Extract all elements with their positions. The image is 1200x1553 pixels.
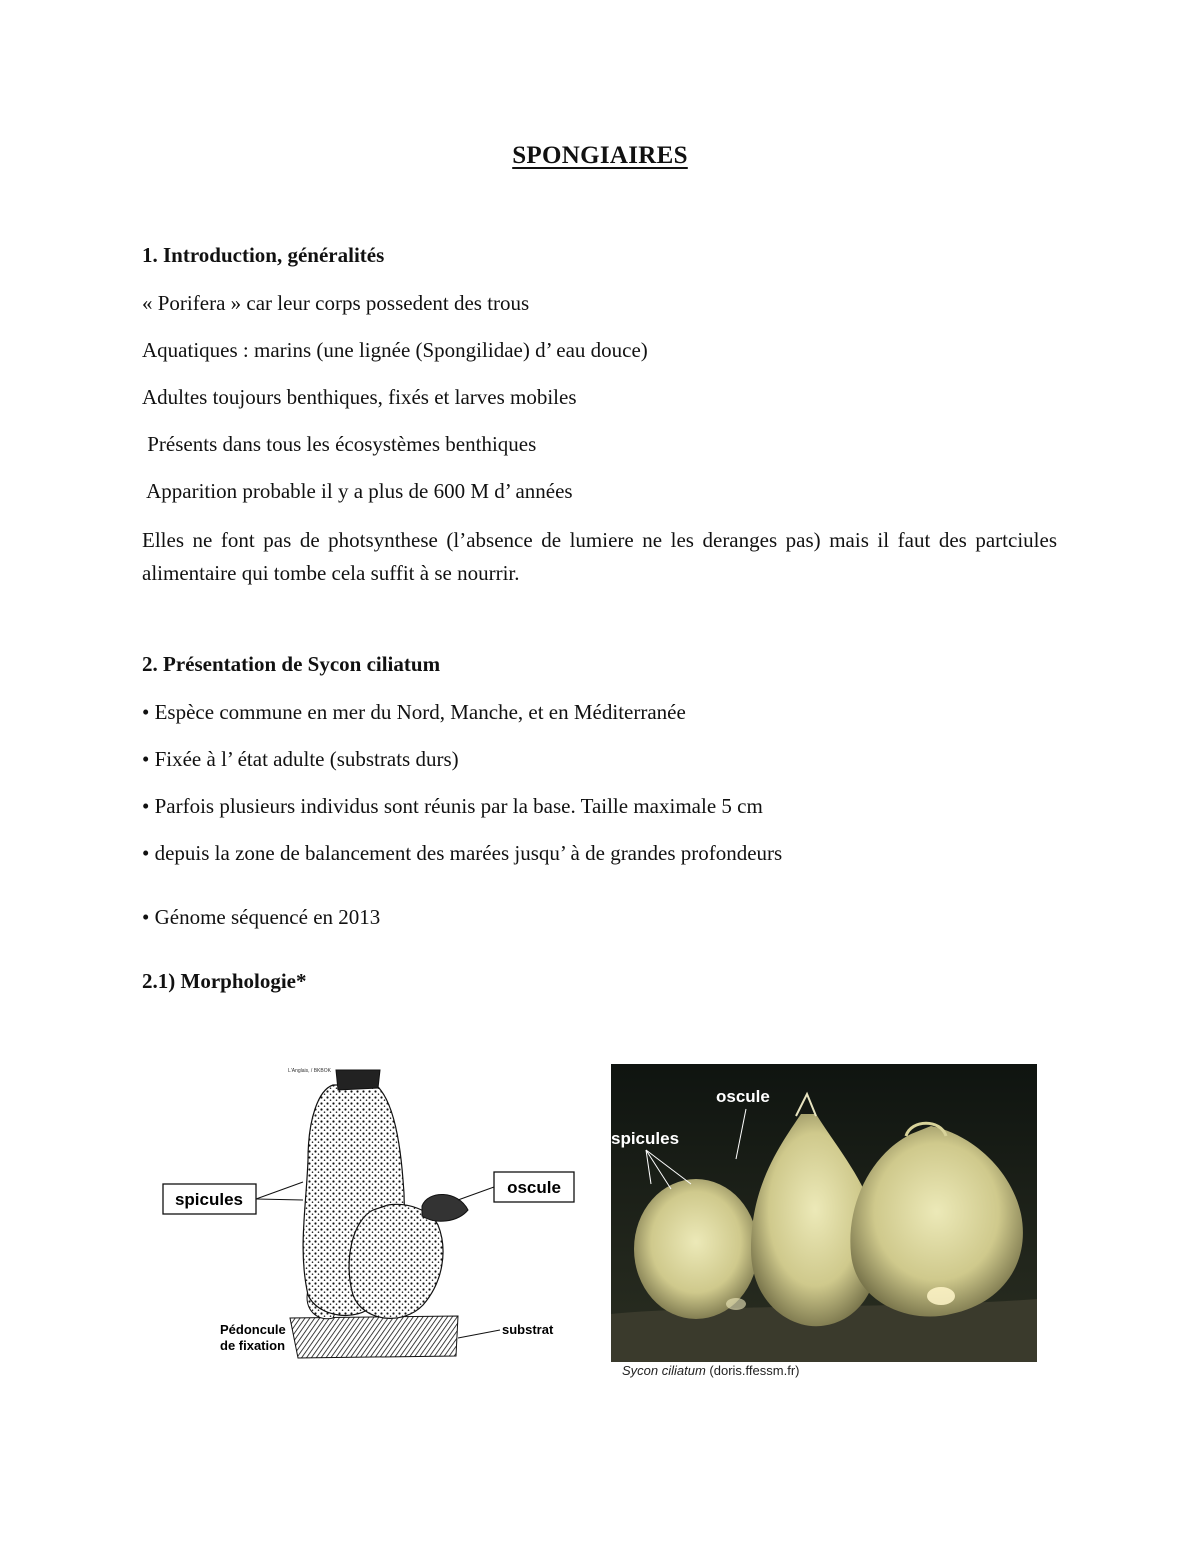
substrat-label: substrat	[502, 1322, 554, 1337]
photo-spicules-label: spicules	[611, 1129, 680, 1148]
pedoncule-label-line1: Pédoncule	[220, 1322, 286, 1337]
section-2-1-heading: 2.1) Morphologie*	[142, 969, 307, 993]
bullet-4: • depuis la zone de balancement des marées jusqu’ à de grandes profondeurs	[142, 841, 783, 865]
drawing-credit: L'Anglais, / BKBOK	[288, 1068, 331, 1074]
photo-reflection-2	[726, 1298, 746, 1310]
intro-line-5: Apparition probable il y a plus de 600 M d’ années	[142, 479, 573, 503]
bullet-1: • Espèce commune en mer du Nord, Manche, et en Méditerranée	[142, 700, 686, 724]
substrate-shape	[290, 1316, 458, 1358]
oscule-label: oscule	[507, 1178, 561, 1197]
substrat-arrow	[458, 1330, 500, 1338]
photo-reflection	[927, 1287, 955, 1305]
intro-line-1: « Porifera » car leur corps possedent des trous	[142, 291, 530, 315]
intro-line-4: Présents dans tous les écosystèmes benthiques	[142, 432, 537, 456]
spicules-label: spicules	[174, 1190, 244, 1209]
photo-caption-species: Sycon ciliatum	[622, 1363, 706, 1378]
intro-line-2: Aquatiques : marins (une lignée (Spongilidae) d’ eau douce)	[142, 338, 648, 362]
section-1-heading: 1. Introduction, généralités	[142, 243, 385, 267]
bullet-2: • Fixée à l’ état adulte (substrats durs)	[142, 747, 459, 771]
photo-oscule-label: oscule	[716, 1087, 770, 1106]
pedoncule-label-line2: de fixation	[220, 1338, 286, 1353]
intro-line-3: Adultes toujours benthiques, fixés et larves mobiles	[142, 385, 577, 409]
top-osculum-crown	[336, 1070, 380, 1090]
section-2-heading: 2. Présentation de Sycon ciliatum	[142, 652, 441, 676]
document-title: SPONGIAIRES	[512, 142, 688, 169]
sycon-photo-figure	[611, 1064, 1037, 1362]
second-sponge-body	[349, 1204, 443, 1318]
photo-sponge-left	[634, 1179, 758, 1319]
bullet-5: • Génome séquencé en 2013	[142, 905, 381, 929]
intro-paragraph: Elles ne font pas de photsynthese (l’absence de lumiere ne les deranges pas) mais il faut des partciules alimentaire qui tombe cela suffit à se nourrir.	[142, 528, 1057, 585]
photo-caption	[622, 1363, 799, 1378]
sycon-drawing-figure	[158, 1060, 586, 1365]
photo-caption-source: (doris.ffessm.fr)	[705, 1363, 800, 1378]
bullet-3: • Parfois plusieurs individus sont réunis par la base. Taille maximale 5 cm	[142, 794, 763, 818]
